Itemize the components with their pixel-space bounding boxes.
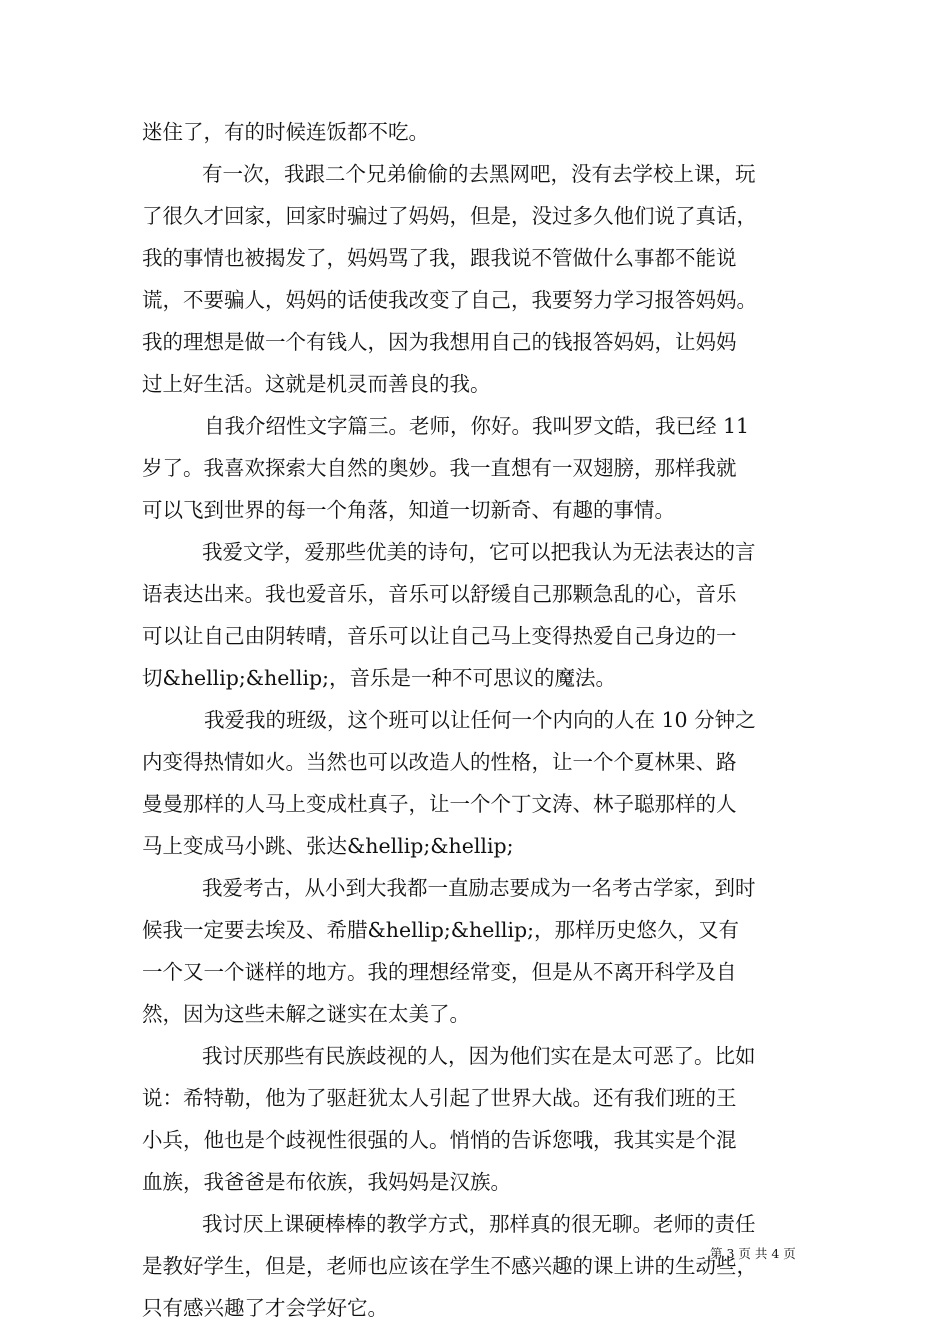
text-line: 切&hellip;&hellip;，音乐是一种不可思议的魔法。 [142,666,617,690]
text-line: 候我一定要去埃及、希腊&hellip;&hellip;，那样历史悠久，又有 [142,918,740,942]
text-line: 只有感兴趣了才会学好它。 [142,1296,388,1320]
text-line: 然，因为这些未解之谜实在太美了。 [142,1002,470,1026]
page-number: 第 3 页 共 4 页 [710,1246,796,1261]
text-line: 小兵，他也是个歧视性很强的人。悄悄的告诉您哦，我其实是个混 [142,1128,737,1152]
text-line: 我讨厌上课硬棒棒的教学方式，那样真的很无聊。老师的责任 [202,1212,756,1236]
text-line: 我爱文学，爱那些优美的诗句，它可以把我认为无法表达的言 [202,540,756,564]
text-line: 血族，我爸爸是布依族，我妈妈是汉族。 [142,1170,511,1194]
text-line: 一个又一个谜样的地方。我的理想经常变，但是从不离开科学及自 [142,960,737,984]
text-line: 自我介绍性文字篇三。老师，你好。我叫罗文皓，我已经 11 [204,414,750,438]
text-line: 说：希特勒，他为了驱赶犹太人引起了世界大战。还有我们班的王 [142,1086,737,1110]
text-line: 可以让自己由阴转晴，音乐可以让自己马上变得热爱自己身边的一 [142,624,737,648]
text-line: 岁了。我喜欢探索大自然的奥妙。我一直想有一双翅膀，那样我就 [142,456,737,480]
text-line: 是教好学生，但是，老师也应该在学生不感兴趣的课上讲的生动些， [142,1254,757,1278]
text-line: 内变得热情如火。当然也可以改造人的性格，让一个个夏林果、路 [142,750,737,774]
text-line: 可以飞到世界的每一个角落，知道一切新奇、有趣的事情。 [142,498,675,522]
text-line: 有一次，我跟二个兄弟偷偷的去黑网吧，没有去学校上课，玩 [202,162,756,186]
text-line: 我的理想是做一个有钱人，因为我想用自己的钱报答妈妈，让妈妈 [142,330,737,354]
text-line: 过上好生活。这就是机灵而善良的我。 [142,372,491,396]
text-line: 迷住了，有的时候连饭都不吃。 [142,120,429,144]
text-line: 我的事情也被揭发了，妈妈骂了我，跟我说不管做什么事都不能说 [142,246,737,270]
text-line: 我爱我的班级，这个班可以让任何一个内向的人在 10 分钟之 [204,708,756,732]
text-line: 我讨厌那些有民族歧视的人，因为他们实在是太可恶了。比如 [202,1044,756,1068]
text-line: 我爱考古，从小到大我都一直励志要成为一名考古学家，到时 [202,876,756,900]
text-line: 了很久才回家，回家时骗过了妈妈，但是，没过多久他们说了真话， [142,204,757,228]
text-line: 语表达出来。我也爱音乐，音乐可以舒缓自己那颗急乱的心，音乐 [142,582,737,606]
text-line: 曼曼那样的人马上变成杜真子，让一个个丁文涛、林子聪那样的人 [142,792,737,816]
text-line: 马上变成马小跳、张达&hellip;&hellip; [142,834,514,858]
text-line: 谎，不要骗人，妈妈的话使我改变了自己，我要努力学习报答妈妈。 [142,288,757,312]
